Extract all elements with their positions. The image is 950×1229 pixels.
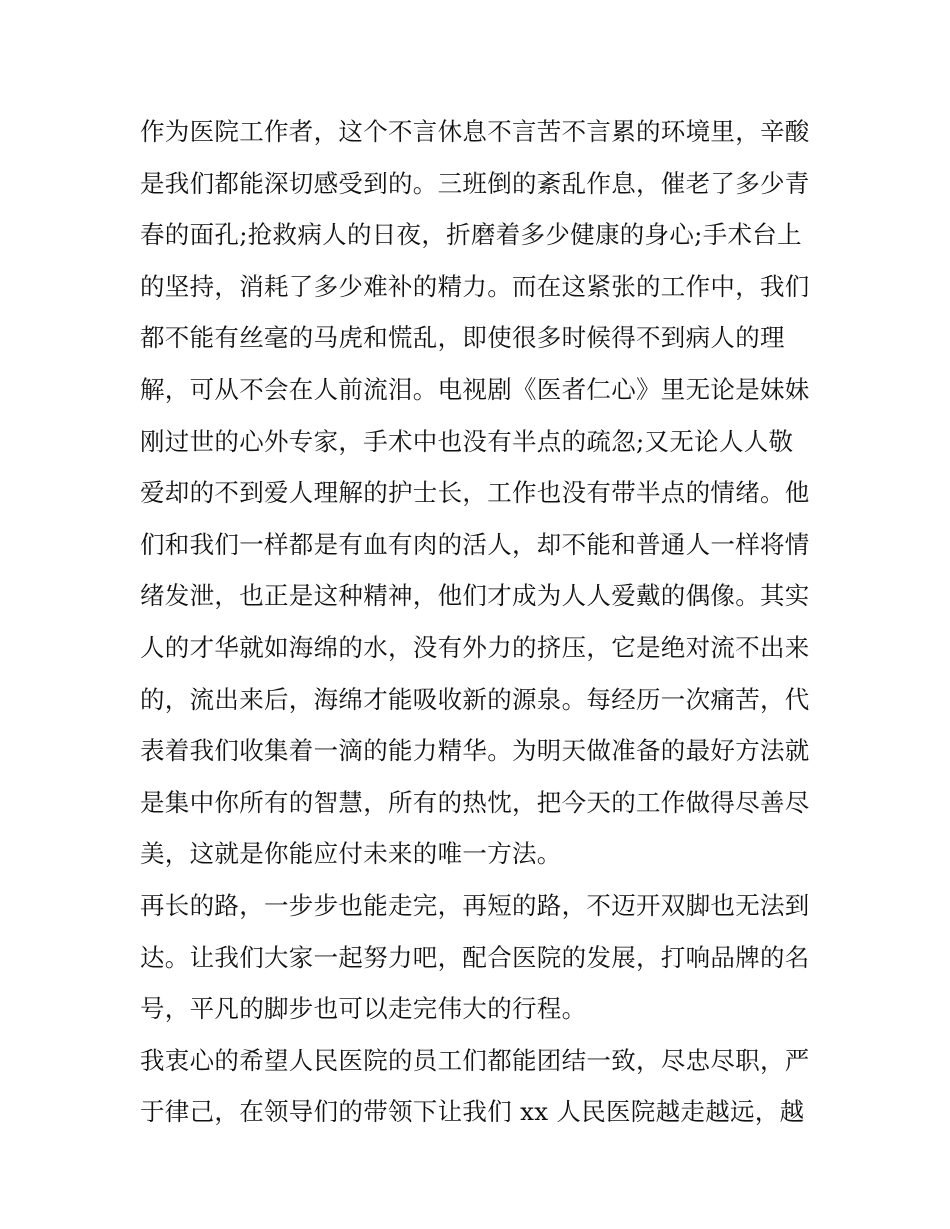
text-line: 号，平凡的脚步也可以走完伟大的行程。 [140, 994, 587, 1024]
text-line: 刚过世的心外专家，手术中也没有半点的疏忽;又无论人人敬 [140, 426, 794, 456]
text-line: 我衷心的希望人民医院的员工们都能团结一致，尽忠尽职，严 [140, 1045, 810, 1075]
text-line: 的坚持，消耗了多少难补的精力。而在这紧张的工作中，我们 [140, 271, 810, 301]
text-line: 们和我们一样都是有血有肉的活人，却不能和普通人一样将情 [140, 529, 810, 559]
text-line: 表着我们收集着一滴的能力精华。为明天做准备的最好方法就 [140, 736, 810, 766]
text-line: 是集中你所有的智慧，所有的热忱，把今天的工作做得尽善尽 [140, 787, 810, 817]
text-line: 美，这就是你能应付未来的唯一方法。 [140, 839, 562, 869]
text-line: 春的面孔;抢救病人的日夜，折磨着多少健康的身心;手术台上 [140, 220, 802, 250]
text-line: 都不能有丝毫的马虎和慌乱，即使很多时候得不到病人的理 [140, 323, 785, 353]
text-line: 再长的路，一步步也能走完，再短的路，不迈开双脚也无法到 [140, 890, 810, 920]
text-line: 作为医院工作者，这个不言休息不言苦不言累的环境里，辛酸 [140, 117, 810, 146]
text-line: 于律己，在领导们的带领下让我们 xx 人民医院越走越远，越 [140, 1097, 805, 1127]
text-line: 解，可从不会在人前流泪。电视剧《医者仁心》里无论是妹妹 [140, 374, 810, 404]
document-body [140, 106, 820, 1138]
text-line: 爱却的不到爱人理解的护士长，工作也没有带半点的情绪。他 [140, 478, 810, 508]
text-line: 人的才华就如海绵的水，没有外力的挤压，它是绝对流不出来 [140, 632, 810, 662]
text-line: 的，流出来后，海绵才能吸收新的源泉。每经历一次痛苦，代 [140, 684, 810, 714]
text-line: 绪发泄，也正是这种精神，他们才成为人人爱戴的偶像。其实 [140, 581, 810, 611]
text-line: 达。让我们大家一起努力吧，配合医院的发展，打响品牌的名 [140, 942, 810, 972]
text-line: 是我们都能深切感受到的。三班倒的紊乱作息，催老了多少青 [140, 168, 810, 198]
